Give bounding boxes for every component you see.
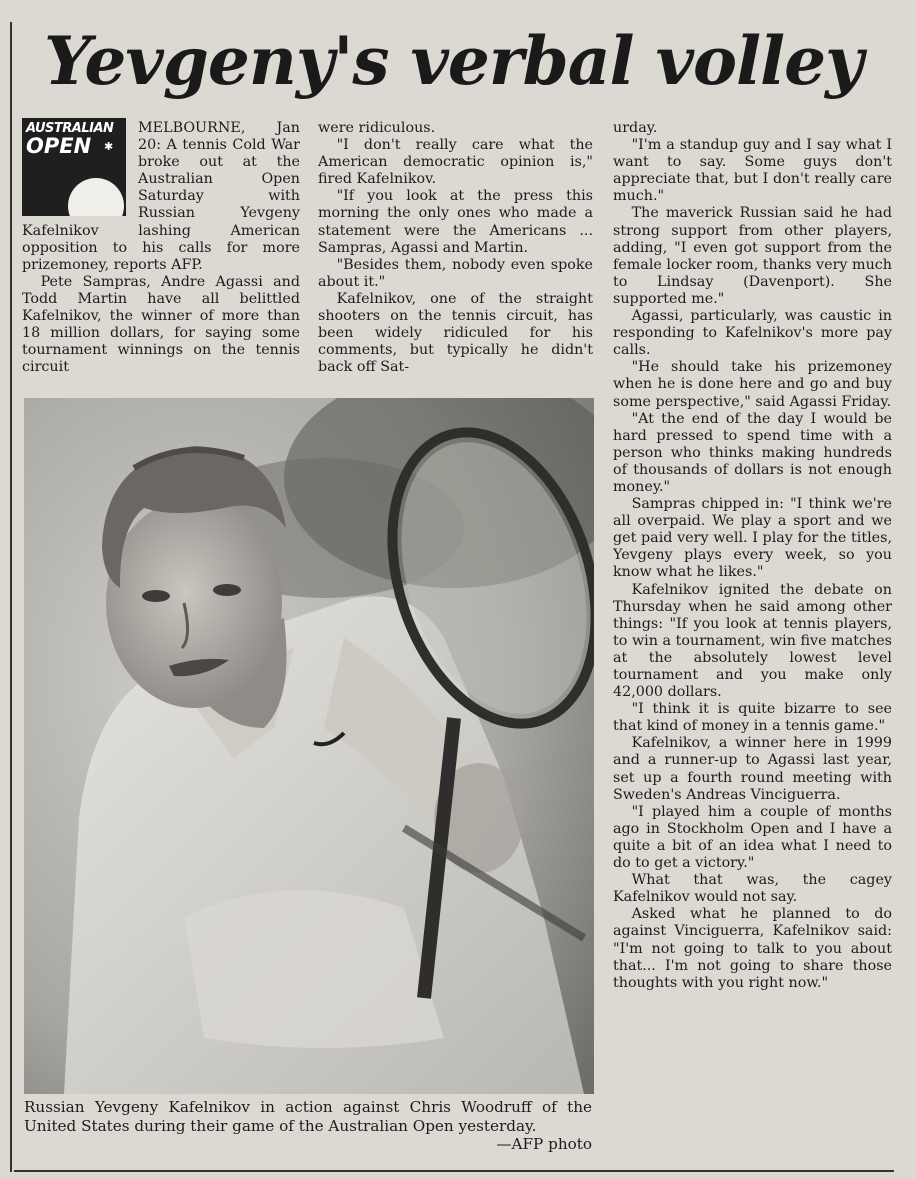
article-paragraph: "At the end of the day I would be hard pressed to spend time with a person who thinks making hundreds of thousands of dollars is not enough money." bbox=[613, 410, 892, 495]
article-paragraph: "Besides them, nobody even spoke about it." bbox=[318, 256, 593, 290]
article-paragraph: "He should take his prizemoney when he is done here and go and buy some perspective," said Agassi Friday. bbox=[613, 359, 892, 410]
article-paragraph: "I think it is quite bizarre to see that kind of money in a tennis game." bbox=[613, 701, 892, 735]
logo-line-2: OPEN bbox=[26, 134, 92, 158]
article-paragraph: Pete Sampras, Andre Agassi and Todd Martin have all belittled Kafelnikov, the winner of more than 18 million dollars, for saying some tournament winnings on the tennis circuit bbox=[22, 273, 300, 376]
article-paragraph: Asked what he planned to do against Vinciguerra, Kafelnikov said: "I'm not going to talk to you about that... I'm not going to share those thoughts with you right now." bbox=[613, 906, 892, 991]
article-paragraph: were ridiculous. bbox=[318, 120, 436, 136]
bottom-rule bbox=[14, 1170, 894, 1172]
article-column-2 bbox=[318, 120, 593, 376]
column-rule bbox=[10, 22, 12, 1172]
article-paragraph: "I played him a couple of months ago in Stockholm Open and I have a quite a bit of an idea what I need to do to get a victory." bbox=[613, 803, 892, 872]
logo-line-1: AUSTRALIAN bbox=[26, 121, 114, 136]
article-paragraph: Sampras chipped in: "I think we're all overpaid. We play a sport and we get paid very well. I play for the titles, Yevgeny plays every week, so you know what he likes." bbox=[613, 496, 892, 581]
caption-text: Russian Yevgeny Kafelnikov in action against Chris Woodruff of the United States during their game of the Australian Open yesterday. bbox=[24, 1098, 592, 1135]
player-photo bbox=[24, 398, 594, 1094]
article-paragraph: Kafelnikov, a winner here in 1999 and a runner-up to Agassi last year, set up a fourth round meeting with Sweden's Andreas Vinciguerra. bbox=[613, 735, 892, 803]
article-column-1 bbox=[22, 120, 300, 376]
player-photo-graphic bbox=[24, 398, 594, 1094]
article-paragraph: "I don't really care what the American democratic opinion is," fired Kafelnikov. bbox=[318, 137, 593, 188]
photo-credit: —AFP photo bbox=[496, 1135, 592, 1153]
photo-caption bbox=[24, 1098, 592, 1154]
article-paragraph: "If you look at the press this morning the only ones who made a statement were the Americans ... Sampras, Agassi and Martin. bbox=[318, 188, 593, 256]
article-paragraph: urday. bbox=[613, 120, 658, 136]
article-paragraph: Kafelnikov ignited the debate on Thursday when he said among other things: "If you look at tennis players, to win a tournament, win five matches at the absolutely lowest level tournament and you make only 42,000 dollars. bbox=[613, 581, 892, 701]
headline: Yevgeny's verbal volley bbox=[44, 22, 863, 100]
article-paragraph: "I'm a standup guy and I say what I want to say. Some guys don't appreciate that, but I don't really care much." bbox=[613, 137, 892, 205]
article-paragraph: Kafelnikov, one of the straight shooters on the tennis circuit, has been widely ridiculed for his comments, but typically he didn't back off Sat- bbox=[318, 290, 593, 376]
article-column-3 bbox=[613, 120, 892, 992]
article-paragraph: MELBOURNE, Jan 20: A tennis Cold War broke out at the Australian Open Saturday with Russian Yevgeny Kafelnikov lashing American opposition to his calls for more prizemoney, reports AFP. bbox=[22, 120, 300, 273]
article-paragraph: Agassi, particularly, was caustic in responding to Kafelnikov's more pay calls. bbox=[613, 308, 892, 359]
article-paragraph: The maverick Russian said he had strong support from other players, adding, "I even got support from the female locker room, thanks very much to Lindsay (Davenport). She supported me." bbox=[613, 205, 892, 307]
star-icon: ✱ bbox=[104, 140, 114, 153]
article-paragraph: What that was, the cagey Kafelnikov would not say. bbox=[613, 872, 892, 906]
